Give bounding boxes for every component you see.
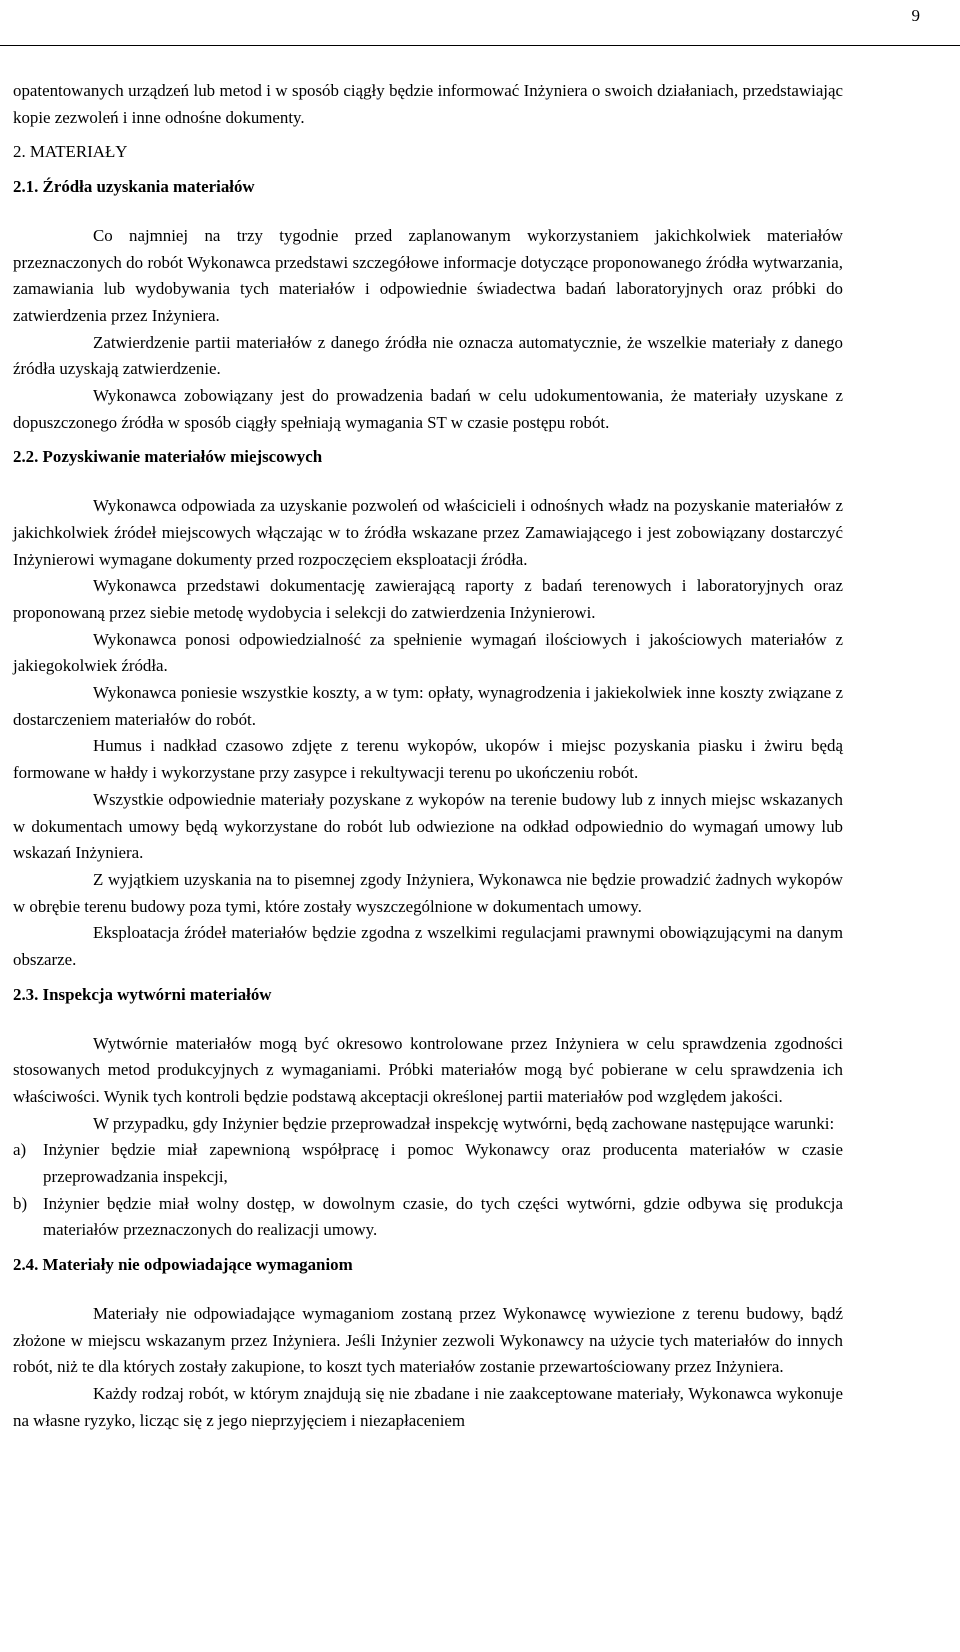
paragraph: Wykonawca zobowiązany jest do prowadzenia badań w celu udokumentowania, że materiały uzyskane z dopuszczonego źródła w sposób ciągły spełniają wymagania ST w czasie postępu robót. bbox=[13, 386, 843, 432]
list-item-text: Inżynier będzie miał wolny dostęp, w dowolnym czasie, do tych części wytwórni, gdzie odbywa się produkcja materiałów przeznaczonych do realizacji umowy. bbox=[43, 1193, 843, 1240]
header-rule bbox=[0, 45, 960, 46]
list-item bbox=[13, 1191, 843, 1244]
page-number: 9 bbox=[911, 6, 920, 25]
document-body bbox=[13, 78, 843, 1434]
paragraph: Wykonawca ponosi odpowiedzialność za spełnienie wymagań ilościowych i jakościowych materiałów z jakiegokolwiek źródła. bbox=[13, 629, 843, 676]
heading-2-4: 2.4. Materiały nie odpowiadające wymaganiom bbox=[13, 1255, 353, 1275]
paragraph: Eksploatacja źródeł materiałów będzie zgodna z wszelkimi regulacjami prawnymi obowiązującymi na danym obszarze. bbox=[13, 923, 843, 970]
paragraph: Wytwórnie materiałów mogą być okresowo kontrolowane przez Inżyniera w celu sprawdzenia zgodności stosowanych metod produkcyjnych z wymaganiami. Próbki materiałów mogą być pobierane w celu sprawdzenia ich właściwości. Wynik tych kontroli będzie podstawą akceptacji określonej partii materiałów pod względem jakości. bbox=[13, 1033, 843, 1106]
paragraph: W przypadku, gdy Inżynier będzie przeprowadzał inspekcję wytwórni, będą zachowane następujące warunki: bbox=[93, 1113, 835, 1133]
paragraph: Materiały nie odpowiadające wymaganiom zostaną przez Wykonawcę wywiezione z terenu budowy, bądź złożone w miejscu wskazanym przez Inżyniera. Jeśli Inżynier zezwoli Wykonawcy na użycie tych materiałów do innych robót, niż te dla których zostały zakupione, to koszt tych materiałów zostanie przewartościowany przez Inżyniera. bbox=[13, 1303, 843, 1377]
paragraph: Wykonawca odpowiada za uzyskanie pozwoleń od właścicieli i odnośnych władz na pozyskanie materiałów z jakichkolwiek źródeł miejscowych włączając w to źródła wskazane przez Zamawiającego i jest zobowiązany dostarczyć Inżynierowi wymagane dokumenty przed rozpoczęciem eksploatacji źródła. bbox=[13, 496, 843, 569]
paragraph: Z wyjątkiem uzyskania na to pisemnej zgody Inżyniera, Wykonawca nie będzie prowadzić żadnych wykopów w obrębie terenu budowy poza tymi, które zostały wyszczególnione w dokumentach umowy. bbox=[13, 869, 843, 916]
list-item bbox=[13, 1137, 843, 1190]
paragraph: Wykonawca poniesie wszystkie koszty, a w tym: opłaty, wynagrodzenia i jakiekolwiek inne koszty związane z dostarczeniem materiałów do robót. bbox=[13, 683, 843, 729]
heading-2-3: 2.3. Inspekcja wytwórni materiałów bbox=[13, 984, 272, 1004]
paragraph: Wszystkie odpowiednie materiały pozyskane z wykopów na terenie budowy lub z innych miejsc wskazanych w dokumentach umowy będą wykorzystane do robót lub odwiezione na odkład odpowiednio do wymagań umowy lub wskazań Inżyniera. bbox=[13, 789, 843, 863]
list-marker: a) bbox=[13, 1140, 27, 1160]
heading-2-2: 2.2. Pozyskiwanie materiałów miejscowych bbox=[13, 447, 323, 467]
section-title-materials: 2. MATERIAŁY bbox=[13, 142, 128, 162]
intro-paragraph: opatentowanych urządzeń lub metod i w sposób ciągły będzie informować Inżyniera o swoich działaniach, przedstawiając kopie zezwoleń i inne odnośne dokumenty. bbox=[13, 81, 843, 127]
list-marker: b) bbox=[13, 1193, 28, 1213]
paragraph: Każdy rodzaj robót, w którym znajdują się nie zbadane i nie zaakceptowane materiały, Wykonawca wykonuje na własne ryzyko, licząc się z jego nieprzyjęciem i niezapłaceniem bbox=[13, 1383, 843, 1430]
paragraph: Wykonawca przedstawi dokumentację zawierającą raporty z badań terenowych i laboratoryjnych oraz proponowaną przez siebie metodę wydobycia i selekcji do zatwierdzenia Inżynierowi. bbox=[13, 576, 843, 622]
paragraph: Zatwierdzenie partii materiałów z danego źródła nie oznacza automatycznie, że wszelkie materiały z danego źródła uzyskają zatwierdzenie. bbox=[13, 332, 843, 379]
heading-2-1: 2.1. Źródła uzyskania materiałów bbox=[13, 177, 255, 197]
paragraph: Humus i nadkład czasowo zdjęte z terenu wykopów, ukopów i miejsc pozyskania piasku i żwiru będą formowane w hałdy i wykorzystane przy zasypce i rekultywacji terenu po ukończeniu robót. bbox=[13, 736, 843, 783]
list-item-text: Inżynier będzie miał zapewnioną współpracę i pomoc Wykonawcy oraz producenta materiałów w czasie przeprowadzania inspekcji, bbox=[43, 1140, 843, 1187]
paragraph: Co najmniej na trzy tygodnie przed zaplanowanym wykorzystaniem jakichkolwiek materiałów przeznaczonych do robót Wykonawca przedstawi szczegółowe informacje dotyczące proponowanego źródła wytwarzania, zamawiania lub wydobywania tych materiałów i odpowiednie świadectwa badań laboratoryjnych oraz próbki do zatwierdzenia przez Inżyniera. bbox=[13, 225, 843, 325]
conditions-list bbox=[13, 1137, 843, 1244]
